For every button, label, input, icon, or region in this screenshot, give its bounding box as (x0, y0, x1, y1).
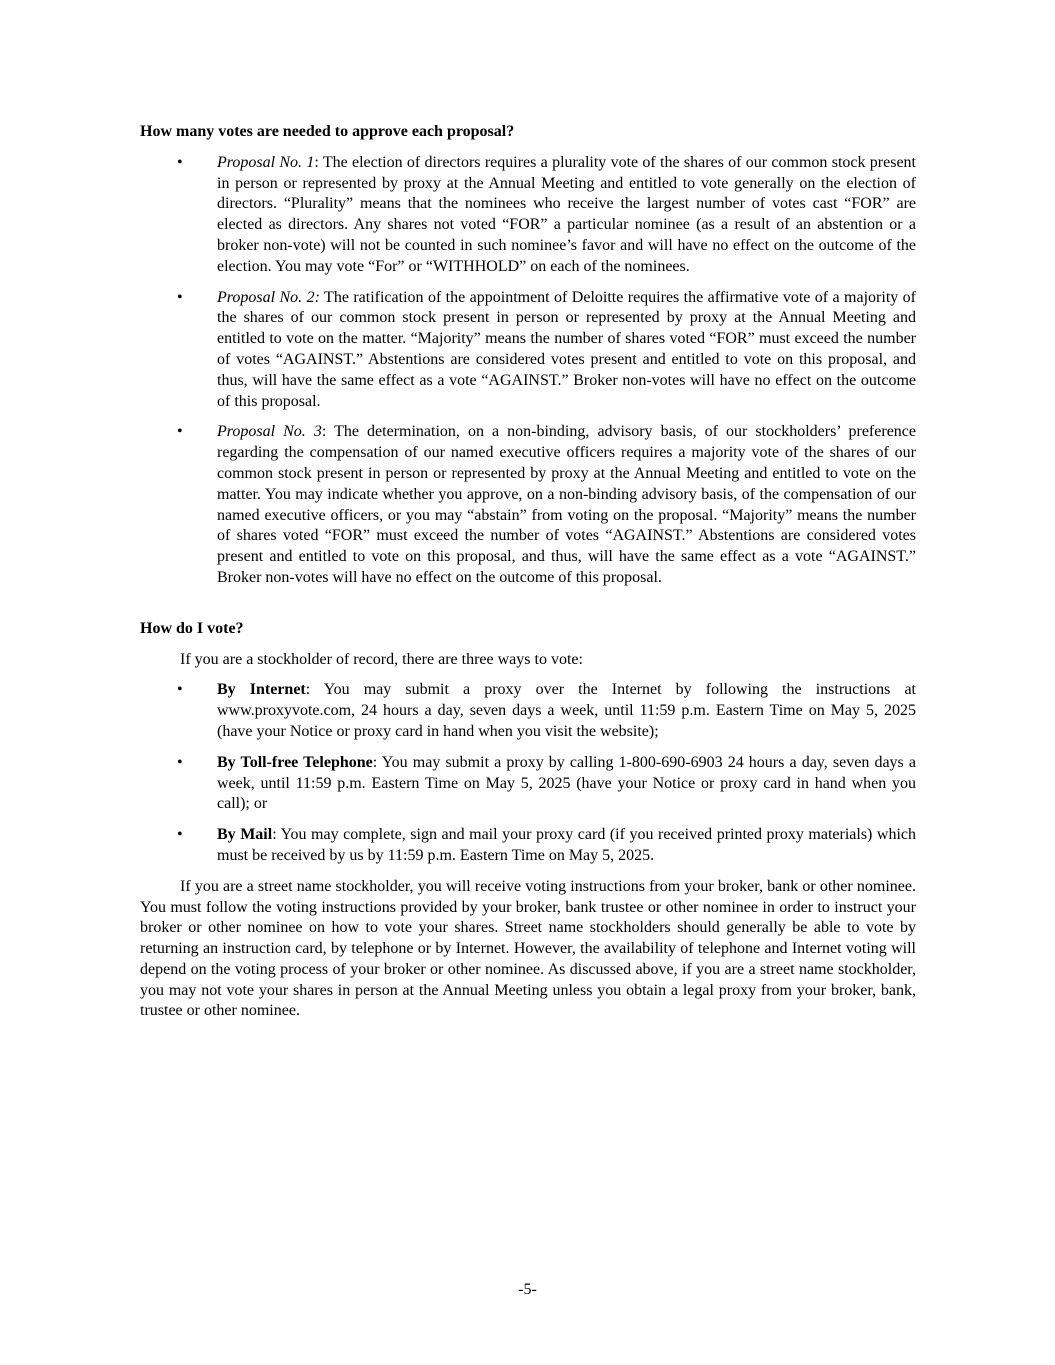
item-text: The ratification of the appointment of Deloitte requires the affirmative vote of a majority of the shares of our common stock present in person or represented by proxy at the Annual Meeting and entitled to vote on the matter. “Majority” means the number of shares voted “FOR” must exceed the number of votes “AGAINST.” Abstentions are considered votes present and entitled to vote on this proposal, and thus, will have the same effect as a vote “AGAINST.” Broker non-votes will have no effect on the outcome of this proposal. (217, 288, 917, 410)
item-text: : The election of directors requires a plurality vote of the shares of our common stock present in person or represented by proxy at the Annual Meeting and entitled to vote generally on the election of directors. “Plurality” means that the nominees who receive the largest number of votes cast “FOR” are elected as directors. Any shares not voted “FOR” a particular nominee (as a result of an abstention or a broker non-vote) will not be counted in such nominee’s favor and will have no effect on the outcome of the election. You may vote “For” or “WITHHOLD” on each of the nominees. (217, 153, 917, 275)
item-lead: Proposal No. 2: (217, 288, 320, 306)
item-lead: By Internet (217, 681, 306, 699)
closing-paragraph: If you are a street name stockholder, you will receive voting instructions from your broker, bank or other nominee. You must follow the voting instructions provided by your broker, bank trustee or other nominee in order to instruct your broker or other nominee on how to vote your shares. Street name stockholders should generally be able to vote by returning an instruction card, by telephone or by Internet. However, the availability of telephone and Internet voting will depend on the voting process of your broker or other nominee. As discussed above, if you are a street name stockholder, you may not vote your shares in person at the Annual Meeting unless you obtain a legal proxy from your broker, bank, trustee or other nominee. (140, 877, 916, 1020)
bullet: • (177, 681, 183, 699)
list-item-proposal-3 (140, 422, 916, 588)
bullet: • (177, 423, 183, 441)
item-text: : You may submit a proxy over the Internet by following the instructions at www.proxyvote.com, 24 hours a day, seven days a week, until 11:59 p.m. Eastern Time on May 5, 2025 (have your Notice or proxy card in hand when you visit the website); (217, 681, 917, 740)
list-item-by-telephone (140, 753, 916, 815)
section-heading-how-to-vote: How do I vote? (140, 619, 244, 637)
item-lead: Proposal No. 1 (217, 153, 315, 171)
bullet: • (177, 153, 183, 171)
item-lead: Proposal No. 3 (217, 423, 322, 441)
list-item-proposal-2 (140, 288, 916, 413)
item-text: : You may submit a proxy by calling 1-800-690-6903 24 hours a day, seven days a week, until 11:59 p.m. Eastern Time on May 5, 2025 (have your Notice or proxy card in hand when you call); or (217, 753, 916, 813)
item-text: : The determination, on a non-binding, advisory basis, of our stockholders’ preference regarding the compensation of our named executive officers requires a majority vote of the shares of our common stock present in person or represented by proxy at the Annual Meeting and entitled to vote on the matter. You may indicate whether you approve, on a non-binding advisory basis, of the compensation of our named executive officers, or you may “abstain” from voting on the proposal. “Majority” means the number of shares voted “FOR” must exceed the number of votes “AGAINST.” Abstentions are considered votes present and entitled to vote on this proposal, and thus, will have the same effect as a vote “AGAINST.” Broker non-votes will have no effect on the outcome of this proposal. (217, 423, 916, 586)
item-lead: By Toll-free Telephone (217, 753, 373, 771)
list-item-by-mail (140, 825, 916, 867)
bullet: • (177, 753, 183, 771)
item-lead: By Mail (217, 826, 273, 844)
intro-paragraph: If you are a stockholder of record, there are three ways to vote: (180, 650, 583, 668)
list-item-by-internet (140, 680, 916, 742)
bullet: • (177, 288, 183, 306)
page-number: -5- (518, 1281, 537, 1298)
section-heading-votes-needed: How many votes are needed to approve each proposal? (140, 123, 515, 140)
list-item-proposal-1 (140, 153, 916, 278)
item-text: : You may complete, sign and mail your proxy card (if you received printed proxy materials) which must be received by us by 11:59 p.m. Eastern Time on May 5, 2025. (217, 826, 917, 864)
bullet: • (177, 826, 183, 844)
document-page (140, 122, 916, 1032)
